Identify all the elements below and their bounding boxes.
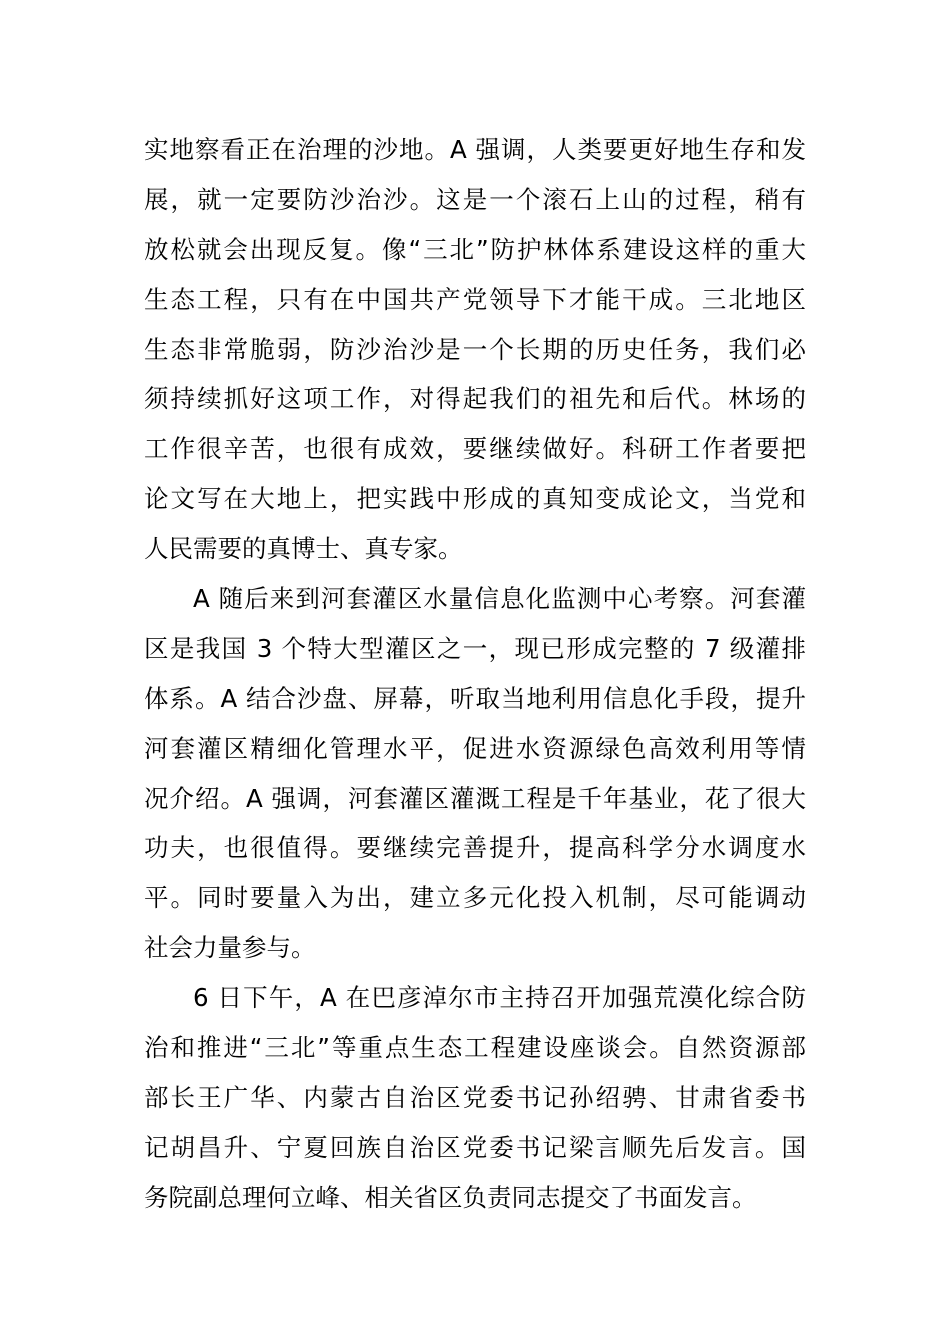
text-line: 河套灌区精细化管理水平，促进水资源绿色高效利用等情	[144, 733, 806, 763]
text-line: 人民需要的真博士、真专家。	[144, 534, 463, 564]
text-line: 功夫，也很值得。要继续完善提升，提高科学分水调度水	[144, 833, 806, 863]
text-line: 部长王广华、内蒙古自治区党委书记孙绍骋、甘肃省委书	[144, 1082, 806, 1112]
text-line: 生态非常脆弱，防沙治沙是一个长期的历史任务，我们必	[144, 334, 806, 364]
text-line: 须持续抓好这项工作，对得起我们的祖先和后代。林场的	[144, 384, 806, 414]
text-line: 展，就一定要防沙治沙。这是一个滚石上山的过程，稍有	[144, 184, 806, 214]
text-line: 区是我国 3 个特大型灌区之一，现已形成完整的 7 级灌排	[144, 633, 806, 663]
paragraph-first-line: A 随后来到河套灌区水量信息化监测中心考察。河套灌	[193, 584, 806, 614]
text-line: 体系。A 结合沙盘、屏幕，听取当地利用信息化手段，提升	[144, 683, 806, 713]
text-line: 记胡昌升、宁夏回族自治区党委书记梁言顺先后发言。国	[144, 1132, 806, 1162]
document-body	[144, 125, 806, 1223]
text-line: 工作很辛苦，也很有成效，要继续做好。科研工作者要把	[144, 434, 806, 464]
text-line: 论文写在大地上，把实践中形成的真知变成论文，当党和	[144, 484, 806, 514]
text-line: 治和推进“三北”等重点生态工程建设座谈会。自然资源部	[144, 1033, 806, 1063]
text-line: 生态工程，只有在中国共产党领导下才能干成。三北地区	[144, 284, 806, 314]
paragraph-first-line: 6 日下午，A 在巴彦淖尔市主持召开加强荒漠化综合防	[193, 983, 806, 1013]
text-line: 实地察看正在治理的沙地。A 强调，人类要更好地生存和发	[144, 135, 806, 164]
text-line: 平。同时要量入为出，建立多元化投入机制，尽可能调动	[144, 883, 806, 913]
text-line: 放松就会出现反复。像“三北”防护林体系建设这样的重大	[144, 234, 806, 264]
text-line: 务院副总理何立峰、相关省区负责同志提交了书面发言。	[144, 1182, 757, 1212]
text-line: 况介绍。A 强调，河套灌区灌溉工程是千年基业，花了很大	[144, 783, 806, 813]
text-line: 社会力量参与。	[144, 933, 316, 963]
